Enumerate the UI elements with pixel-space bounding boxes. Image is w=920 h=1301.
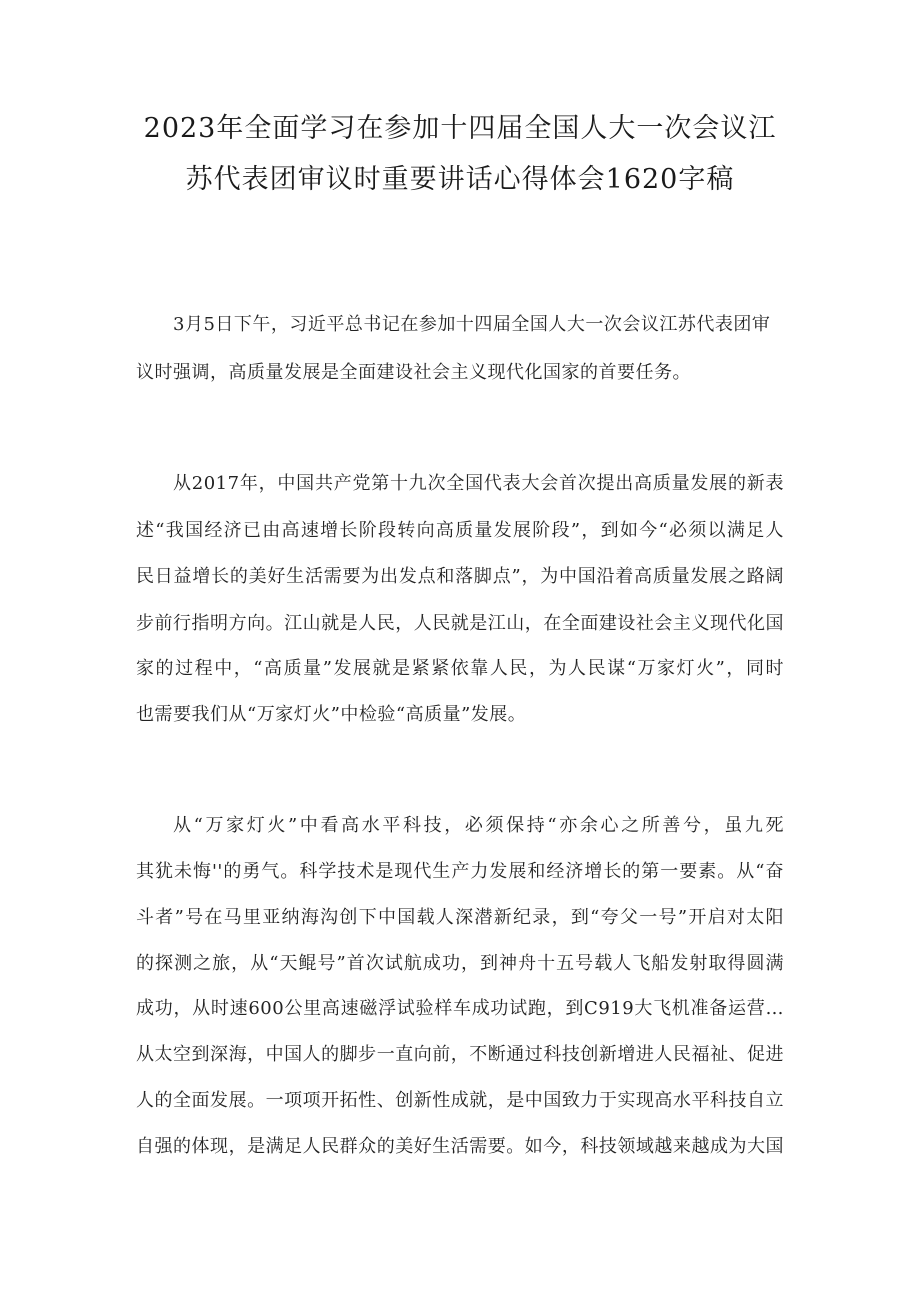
paragraph-3-line-8: 自强的体现，是满足人民群众的美好生活需要。如今，科技领域越来越成为大国 xyxy=(136,1136,784,1157)
paragraph-2-line-1: 从2017年，中国共产党第十九次全国代表大会首次提出高质量发展的新表 xyxy=(173,473,784,494)
paragraph-3-line-3: 斗者”号在马里亚纳海沟创下中国载人深潜新纪录，到“夸父一号”开启对太阳 xyxy=(136,907,784,928)
paragraph-3-line-1: 从“万家灯火”中看高水平科技，必须保持“亦余心之所善兮，虽九死 xyxy=(173,815,784,836)
document-title-line-2: 苏代表团审议时重要讲话心得体会1620字稿 xyxy=(185,164,735,195)
paragraph-1-line-1: 3月5日下午，习近平总书记在参加十四届全国人大一次会议江苏代表团审 xyxy=(173,314,771,335)
paragraph-3-line-5: 成功，从时速600公里高速磁浮试验样车成功试跑，到C919大飞机准备运营… xyxy=(136,998,784,1019)
paragraph-3-line-6: 从太空到深海，中国人的脚步一直向前，不断通过科技创新增进人民福祉、促进 xyxy=(136,1044,784,1065)
paragraph-2-line-6: 也需要我们从“万家灯火”中检验“高质量”发展。 xyxy=(136,704,527,725)
paragraph-2-line-2: 述“我国经济已由高速增长阶段转向高质量发展阶段”，到如今“必须以满足人 xyxy=(136,520,784,541)
paragraph-3-line-7: 人的全面发展。一项项开拓性、创新性成就，是中国致力于实现高水平科技自立 xyxy=(136,1090,784,1111)
paragraph-3-line-2: 其犹未悔''的勇气。科学技术是现代生产力发展和经济增长的第一要素。从“奋 xyxy=(136,861,784,882)
document-title-line-1: 2023年全面学习在参加十四届全国人大一次会议江 xyxy=(143,113,777,144)
paragraph-2-line-4: 步前行指明方向。江山就是人民，人民就是江山，在全面建设社会主义现代化国 xyxy=(136,613,784,634)
paragraph-2-line-3: 民日益增长的美好生活需要为出发点和落脚点”，为中国沿着高质量发展之路阔 xyxy=(136,566,784,587)
paragraph-1-line-2: 议时强调，高质量发展是全面建设社会主义现代化国家的首要任务。 xyxy=(136,362,691,383)
paragraph-2-line-5: 家的过程中，“高质量”发展就是紧紧依靠人民，为人民谋“万家灯火”，同时 xyxy=(136,658,784,679)
paragraph-3-line-4: 的探测之旅，从“天鲲号”首次试航成功，到神舟十五号载人飞船发射取得圆满 xyxy=(136,953,784,974)
